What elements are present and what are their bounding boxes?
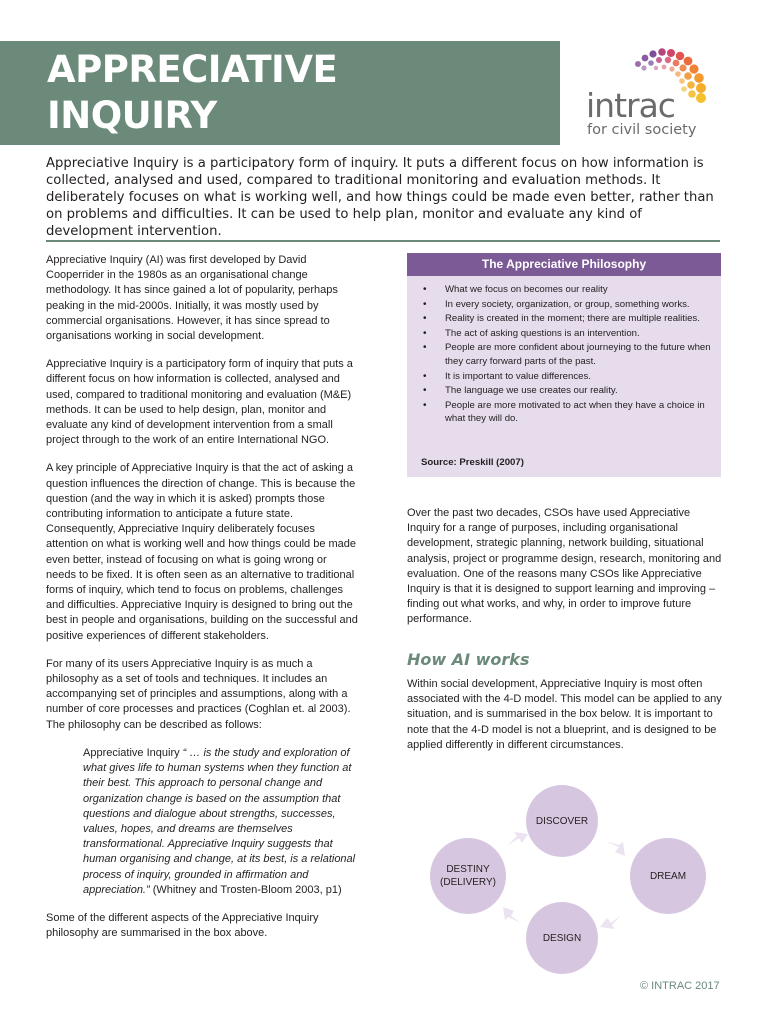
- body-paragraph: For many of its users Appreciative Inquiry is as much a philosophy as a set of tools and techniques. It includes an accompanying set of principles and assumptions, along with a number of core processes and practices (Coghlan et. al 2003). The philosophy can be described as follows:: [46, 657, 351, 731]
- right-column-body: [407, 677, 723, 753]
- design-label: DESIGN: [542, 933, 582, 944]
- discover-label: DISCOVER: [535, 816, 589, 827]
- list-item: • What we focus on becomes our reality: [445, 283, 713, 297]
- quote-lead: Appreciative Inquiry: [83, 746, 183, 759]
- dream-label: DREAM: [649, 871, 687, 882]
- page-title: [47, 47, 337, 139]
- right-column-intro: [407, 506, 723, 628]
- destiny-label-line1: DESTINY: [446, 864, 490, 875]
- list-item: • The language we use creates our reality.: [445, 384, 713, 398]
- list-item: • People are more motivated to act when they have a choice in what they will do.: [445, 399, 713, 426]
- arrow-dream-to-design-icon: [600, 915, 621, 929]
- destiny-label-line2: (DELIVERY): [440, 877, 496, 888]
- block-quote: [83, 746, 363, 898]
- body-paragraph: Some of the different aspects of the Appreciative Inquiry philosophy are summarised in the box above.: [46, 911, 319, 940]
- logo-tagline: for civil society: [587, 122, 697, 138]
- quote-citation: (Whitney and Trosten-Bloom 2003, p1): [149, 883, 342, 896]
- list-item: • It is important to value differences.: [445, 370, 713, 384]
- page-title-line2: INQUIRY: [47, 94, 217, 137]
- body-paragraph: Within social development, Appreciative Inquiry is most often associated with the 4-D model. This model can be applied to any situation, and is summarised in the box below. It is important to note that the 4-D model is not a blueprint, and is designed to be applied differently in different circumstances.: [407, 678, 722, 751]
- section-heading: How AI works: [407, 650, 530, 669]
- intrac-logo: [580, 46, 740, 142]
- list-item: • Reality is created in the moment; there are multiple realities.: [445, 312, 713, 326]
- list-item: • People are more confident about journeying to the future when they carry forward parts of the past.: [445, 341, 713, 368]
- arrow-design-to-destiny-icon: [503, 907, 521, 923]
- philosophy-source: Source: Preskill (2007): [421, 457, 524, 468]
- quote-text: “ … is the study and exploration of what gives life to human systems when they function at their best. This approach to personal change and organization change is based on the assumption that questions and dialogue about strengths, successes, values, hopes, and dreams are themselves transformational. Appreciative Inquiry suggests that human organising and change, at its best, is a relational process of inquiry, grounded in affirmation and appreciation.”: [83, 746, 356, 896]
- arrow-destiny-to-discover-icon: [507, 832, 528, 846]
- philosophy-box: [407, 253, 721, 477]
- copyright-notice: © INTRAC 2017: [640, 980, 720, 992]
- page-title-line1: APPRECIATIVE: [47, 48, 338, 91]
- body-paragraph: Appreciative Inquiry is a participatory form of inquiry that puts a different focus on how information is collected, analysed and used, compared to traditional monitoring and evaluation (M&E) methods. It can be used to help design, plan, monitor and evaluate any kind of development intervention from a small project through to the work of an entire International NGO.: [46, 358, 353, 447]
- philosophy-box-title: The Appreciative Philosophy: [407, 253, 721, 276]
- philosophy-list: [407, 283, 721, 426]
- body-paragraph: A key principle of Appreciative Inquiry is that the act of asking a question influences the direction of change. This is because the question (and the way in which it is asked) prompts those contributing information to anticipate a future state. Consequently, Appreciative Inquiry deliberately focuses attention on what is working well and how things could be made even better, instead of focusing on what is going wrong or needs to be fixed. It is often seen as an alternative to traditional forms of inquiry, which tend to focus on problems, challenges and difficulties. Appreciative Inquiry is designed to bring out the best in people and organisations, building on the successful and positive experiences of different stakeholders.: [46, 462, 358, 642]
- left-column: [46, 253, 358, 954]
- arrow-discover-to-dream-icon: [605, 841, 625, 856]
- title-banner: [0, 41, 560, 145]
- section-divider: [46, 240, 720, 242]
- intro-paragraph: Appreciative Inquiry is a participatory form of inquiry. It puts a different focus on how information is collected, analysed and used, compared to traditional monitoring and evaluation methods. It deliberately focuses on what is working well, and how things could be made even better, rather than on problems and difficulties. It can be used to help plan, monitor and evaluate any kind of development intervention.: [46, 156, 714, 239]
- 4d-cycle-diagram: [407, 780, 723, 980]
- logo-wordmark: intrac: [586, 86, 675, 125]
- body-paragraph: Appreciative Inquiry (AI) was first developed by David Cooperrider in the 1980s as an organisational change methodology. It has since gained a lot of popularity, perhaps peaking in the mid-2000s. Initially, it was mostly used by commercial organisations. However, it has since spread to organisations working in social development.: [46, 254, 338, 343]
- body-paragraph: Over the past two decades, CSOs have used Appreciative Inquiry for a range of purposes, including organisational development, strategic planning, network building, situational analysis, project or programme design, research, monitoring and evaluation. One of the reasons many CSOs like Appreciative Inquiry is that it is designed to support learning and improving – finding out what works, and why, in order to improve future performance.: [407, 507, 722, 626]
- list-item: • In every society, organization, or group, something works.: [445, 298, 713, 312]
- destiny-label: [428, 863, 508, 889]
- list-item: • The act of asking questions is an intervention.: [445, 327, 713, 341]
